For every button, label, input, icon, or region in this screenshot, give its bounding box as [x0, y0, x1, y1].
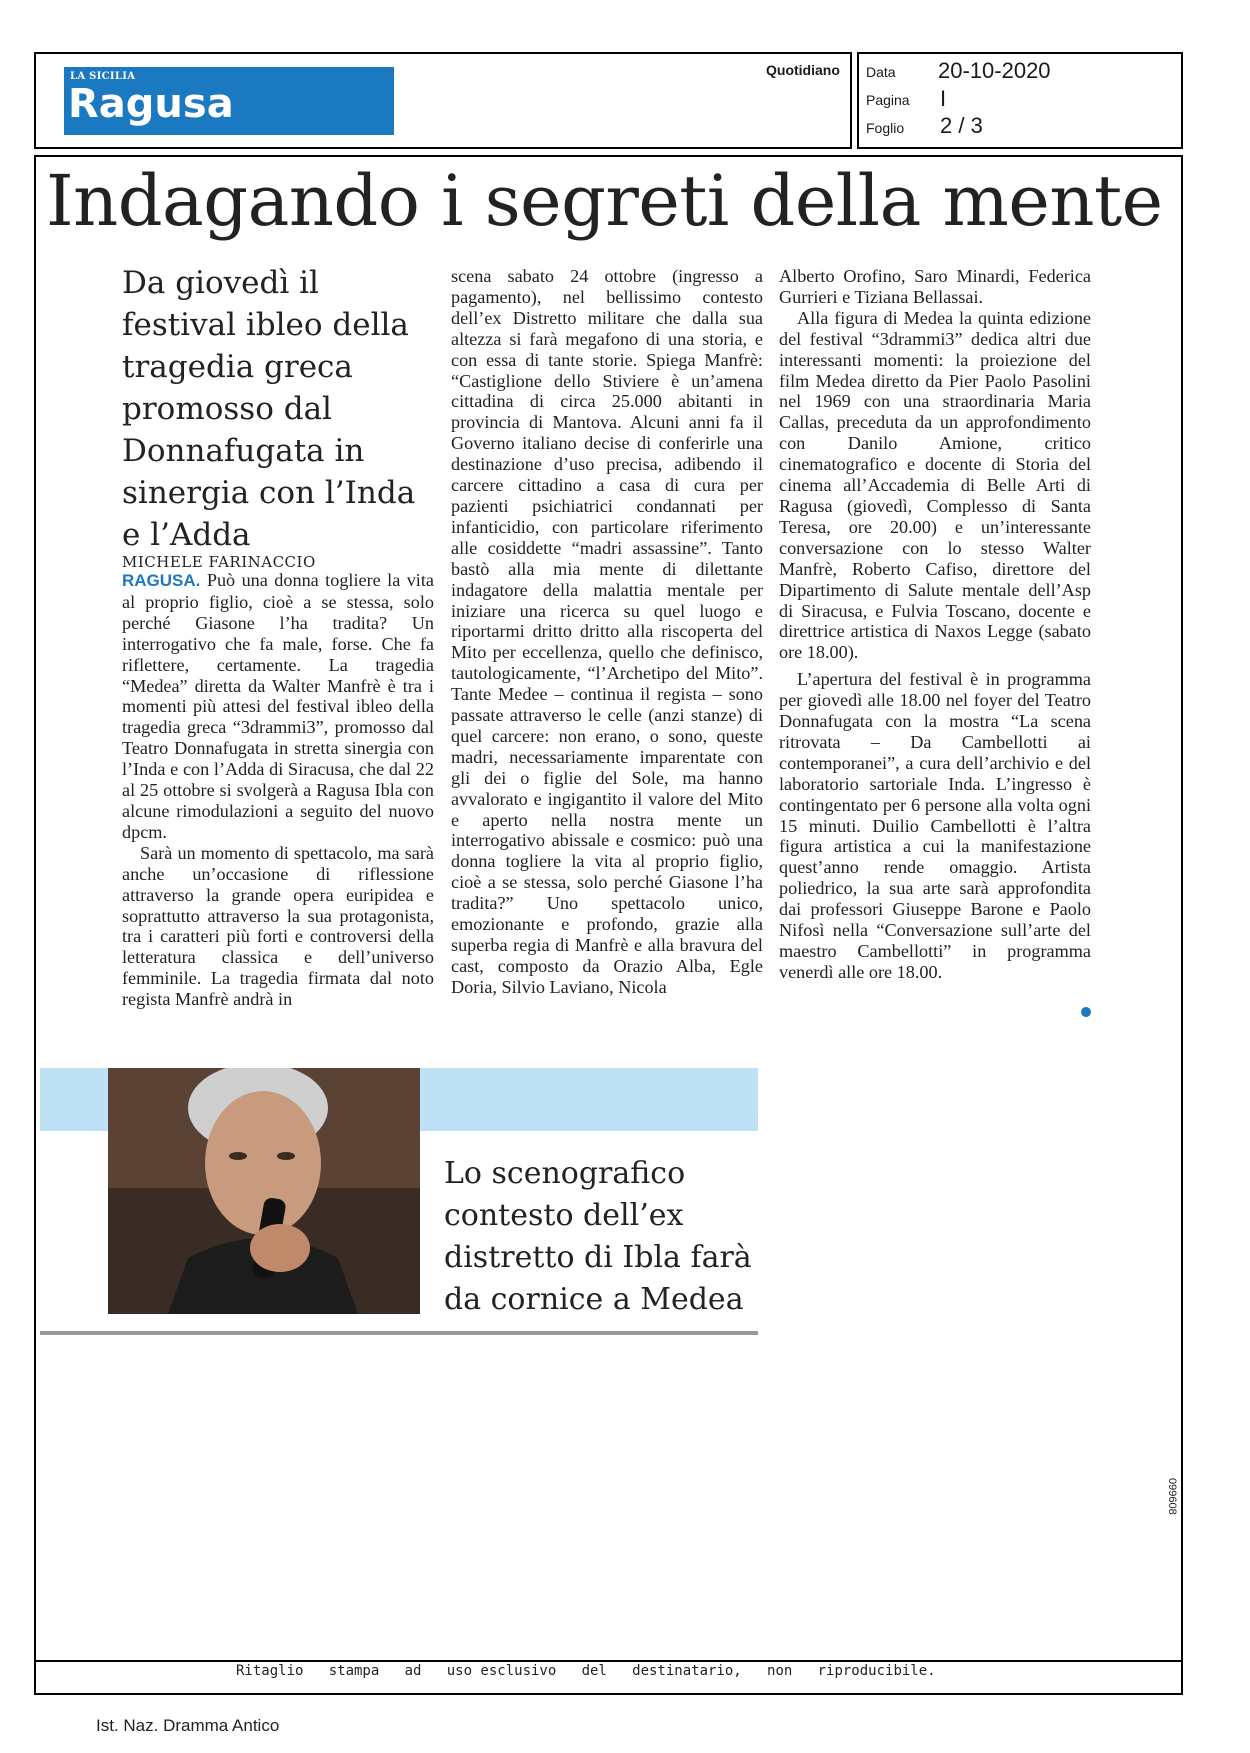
sheet-label: Foglio	[866, 120, 905, 136]
article-column-3	[779, 266, 1091, 983]
photo-bottom-rule	[40, 1331, 758, 1335]
col3-paragraph-3: L’apertura del festival è in programma per giovedì alle 18.00 nel foyer del Teatro Donnafugata con la mostra “La scena ritrovata – Da Cambellotti ai contemporanei”, a cura dell’archivio e del laboratorio sartoriale Inda. L’ingresso è contingentato per 6 persone alla volta ogni 15 minuti. Duilio Cambellotti è l’altra figura artistica a cui la manifestazione quest’anno rende omaggio. Artista poliedrico, la sua arte sarà approfondita dai professori Giuseppe Barone e Paolo Nifosì nella “Conversazione sull’arte del maestro Cambellotti” in programma venerdì alle ore 18.00.	[779, 669, 1091, 982]
dateline: RAGUSA.	[122, 571, 201, 590]
publication-type: Quotidiano	[766, 62, 840, 78]
article-headline: Indagando i segreti della mente	[46, 160, 1163, 242]
article-end-mark	[1081, 1007, 1091, 1017]
col1-text-1: Può una donna togliere la vita al proprio figlio, cioè a se stessa, solo perché Giasone l’ha tradita? Un interrogativo che fa male, forse. Che fa riflettere, certamente. La tragedia “Medea” diretta da Walter Manfrè è tra i momenti più attesi del festival ibleo della tragedia greca “3drammi3”, promosso dal Teatro Donnafugata in stretta sinergia con l’Inda e con l’Adda di Siracusa, che dal 22 al 25 ottobre si svolgerà a Ragusa Ibla con alcune rimodulazioni a seguito del nuovo dpcm.	[122, 570, 434, 842]
col3-paragraph-2: Alla figura di Medea la quinta edizione del festival “3drammi3” dedica altri due interessanti momenti: la proiezione del film Medea diretto da Pier Paolo Pasolini nel 1969 con una straordinaria Maria Callas, preceduta da un approfondimento con Danilo Amione, critico cinematografico e docente di Storia del cinema all’Accademia di Belle Arti di Ragusa (giovedì, Complesso di Santa Teresa, ore 20.00) e un’interessante conversazione con lo stesso Walter Manfrè, Roberto Cafiso, direttore del Dipartimento di Salute mentale dell’Asp di Siracusa, e Fulvia Toscano, docente e direttrice artistica di Naxos Legge (sabato ore 18.00).	[779, 307, 1091, 663]
photo-caption: Lo scenografico contesto dell’ex distretto di Ibla farà da cornice a Medea	[444, 1156, 752, 1317]
article-byline: MICHELE FARINACCIO	[122, 553, 316, 571]
date-label: Data	[866, 64, 896, 80]
col2-paragraph-1: scena sabato 24 ottobre (ingresso a pagamento), nel bellissimo contesto dell’ex Distretto militare che dalla sua altezza si farà megafono di una storia, e con essa di tante storie. Spiega Manfrè: “Castiglione dello Stiviere è un’amena cittadina di circa 25.000 abitanti in provincia di Mantova. Alcuni anni fa il Governo italiano decise di conferirle una destinazione d’uso precisa, adibendo il carcere cittadino a casa di cura per pazienti psichiatrici condannati per infanticidio, con particolare riferimento alle cosiddette “madri assassine”. Tanto bastò alla mia mente di dilettante indagatore della malattia mentale per iniziare una ricerca su quel luogo e riportarmi dritto dritto alla riscoperta del Mito per eccellenza, quello che definisco, tautologicamente, “l’Archetipo del Mito”. Tante Medee – continua il regista – sono passate attraverso le celle (anzi stanze) di quel carcere: non erano, o sono, queste madri, necessariamente imparentate con gli dei o figlie del Sole, ma hanno avvalorato e ingigantito il valore del Mito e aperto nella nostra mente un interrogativo abissale e cosmico: può una donna togliere la vita al proprio figlio, cioè a se stessa, solo perché Giasone l’ha tradita?” Uno spettacolo unico, emozionante e profondo, grazie alla superba regia di Manfrè e alla bravura del cast, composto da Orazio Alba, Egle Doria, Silvio Laviano, Nicola	[451, 266, 763, 997]
article-column-2	[451, 266, 763, 998]
brand-small: LA SICILIA	[70, 71, 136, 82]
article-column-1	[122, 570, 434, 1010]
page-label: Pagina	[866, 92, 910, 108]
sheet-value: 2 / 3	[940, 113, 983, 138]
page-value: I	[940, 86, 947, 111]
footer-line	[34, 1660, 1183, 1662]
date-value: 20-10-2020	[938, 58, 1051, 83]
col3-paragraph-1: Alberto Orofino, Saro Minardi, Federica Gurrieri e Tiziana Bellassai.	[779, 266, 1091, 307]
article-deck: Da giovedì il festival ibleo della tragedia greca promosso dal Donnafugata in sinergia con l’Inda e l’Adda	[122, 265, 416, 553]
portrait-photo	[108, 1068, 420, 1314]
bottom-note: Ist. Naz. Dramma Antico	[96, 1716, 280, 1735]
side-code: 099608	[1166, 1478, 1178, 1515]
footer-notice: Ritaglio stampa ad uso esclusivo del destinatario, non riproducibile.	[236, 1663, 936, 1679]
col1-paragraph-1	[122, 570, 434, 843]
brand-big: Ragusa	[68, 81, 234, 127]
col1-paragraph-2: Sarà un momento di spettacolo, ma sarà anche un’occasione di riflessione attraverso la grande opera euripidea e soprattutto attraverso la sua protagonista, tra i caratteri più forti e controversi della letteratura classica e dell’universo femminile. La tragedia firmata dal noto regista Manfrè andrà in	[122, 842, 434, 1010]
